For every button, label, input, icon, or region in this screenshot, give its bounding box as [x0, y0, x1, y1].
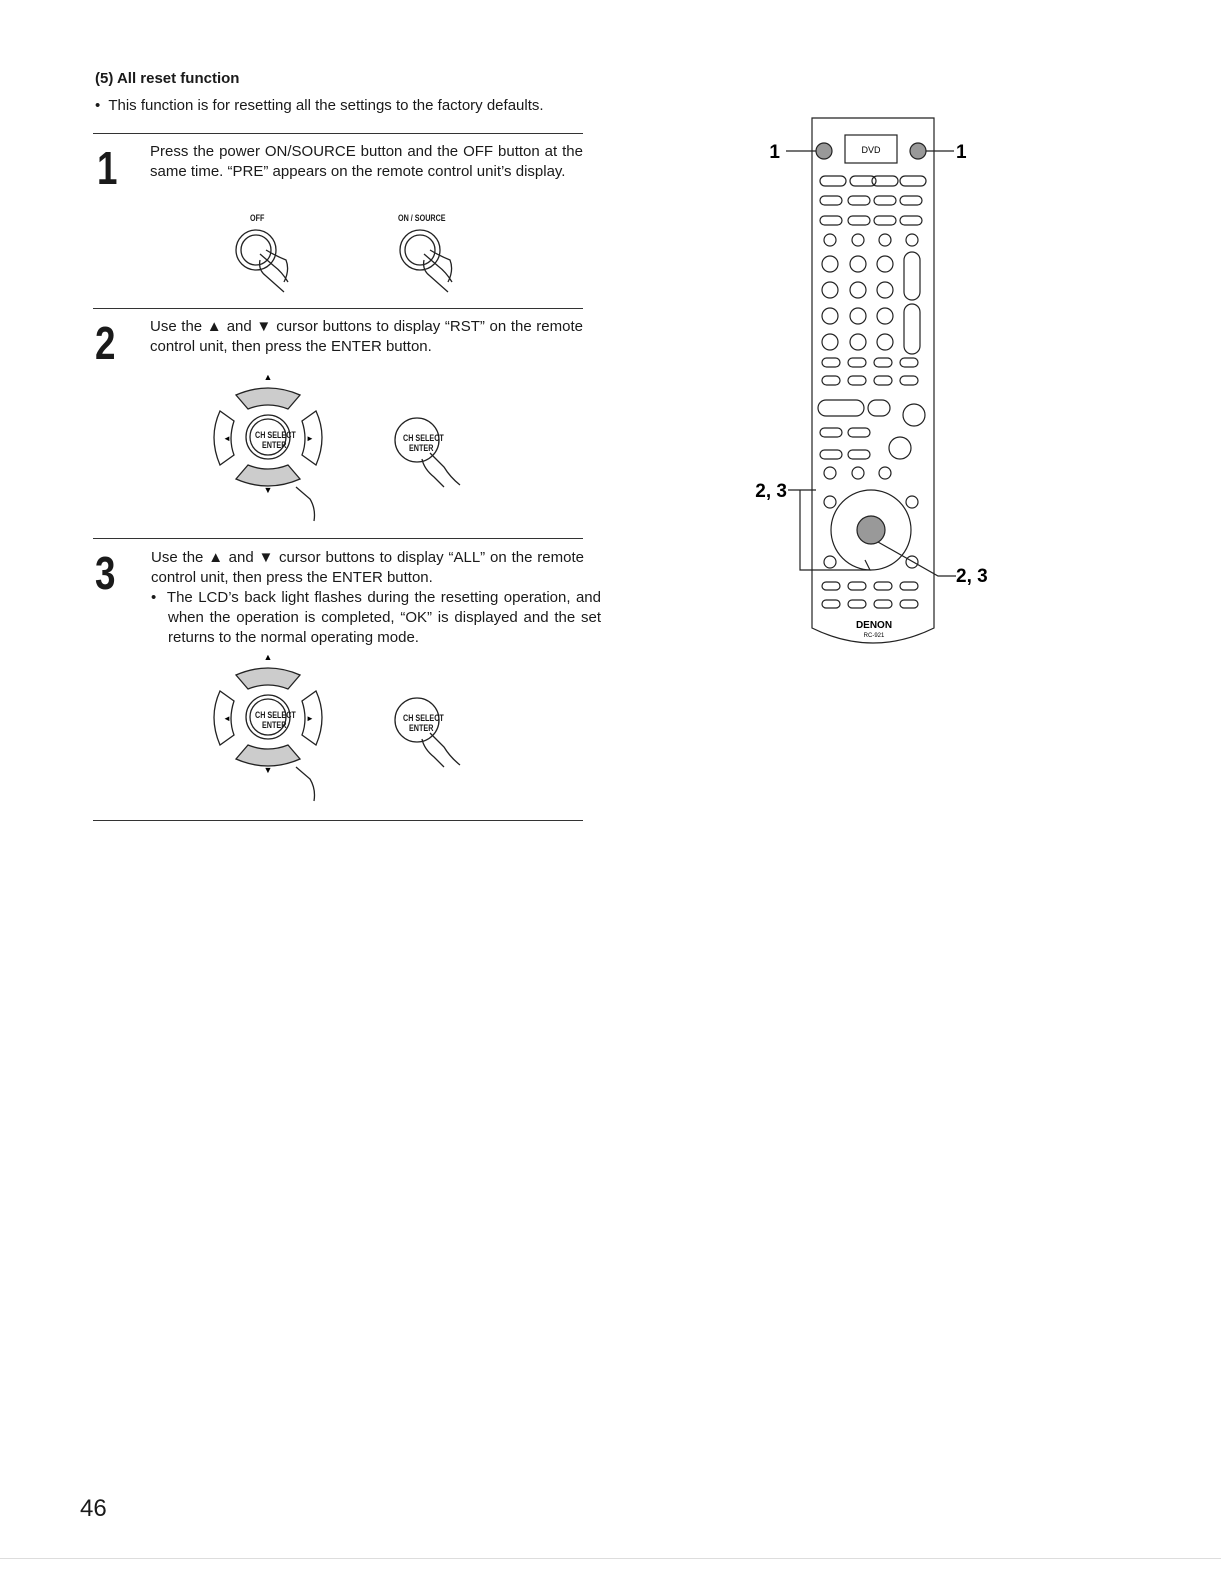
callout-1-right: 1 — [956, 142, 967, 163]
page-number: 46 — [80, 1495, 107, 1522]
remote-brand: DENON — [855, 620, 893, 631]
step-number: 3 — [95, 547, 116, 599]
divider — [93, 308, 583, 309]
enter-label: ENTER — [409, 443, 434, 453]
ch-select-label: CH SELECT — [255, 710, 296, 720]
svg-text:◄: ◄ — [223, 714, 231, 723]
divider — [93, 820, 583, 821]
sub-bullet-text: The LCD’s back light flashes during the resetting operation, and when the operation is completed, “OK” is displayed and the set returns to the normal operating mode. — [166, 589, 601, 646]
remote-control-illustration — [740, 110, 1010, 655]
ch-select-label: CH SELECT — [403, 713, 444, 723]
callout-2-3-left: 2, 3 — [755, 481, 787, 502]
divider — [93, 538, 583, 539]
remote-display-text: DVD — [861, 145, 881, 155]
callout-2-3-right: 2, 3 — [956, 566, 988, 587]
divider — [93, 133, 583, 134]
svg-text:►: ► — [306, 714, 314, 723]
enter-label: ENTER — [409, 723, 434, 733]
step-number: 2 — [95, 317, 116, 369]
enter-label: ENTER — [262, 720, 287, 730]
step-text: Use the ▲ and ▼ cursor buttons to display “RST” on the remote control unit, then press the ENTER button. — [150, 318, 583, 355]
off-label: OFF — [250, 213, 265, 223]
cursor-enter-illustration — [200, 375, 500, 525]
step-number: 1 — [97, 142, 118, 194]
svg-text:▲: ▲ — [263, 375, 273, 382]
remote-model: RC-921 — [863, 633, 885, 639]
svg-text:►: ► — [306, 434, 314, 443]
svg-text:▲: ▲ — [263, 655, 273, 662]
step-text: Press the power ON/SOURCE button and the OFF button at the same time. “PRE” appears on the remote control unit’s display. — [150, 143, 583, 180]
intro-text: This function is for resetting all the settings to the factory defaults. — [108, 97, 544, 114]
svg-text:▼: ▼ — [263, 485, 273, 495]
section-heading: (5) All reset function — [95, 70, 240, 87]
press-button-illustration — [220, 220, 500, 300]
cursor-enter-illustration — [200, 655, 500, 805]
ch-select-label: CH SELECT — [255, 430, 296, 440]
callout-1-left: 1 — [769, 142, 780, 163]
step-sub-bullet: • The LCD’s back light flashes during the resetting operation, and when the operation is completed, “OK” is displayed and the set returns to the normal operating mode. — [151, 589, 601, 646]
svg-text:▼: ▼ — [263, 765, 273, 775]
ch-select-label: CH SELECT — [403, 433, 444, 443]
on-source-label: ON / SOURCE — [398, 213, 446, 223]
step-text: Use the ▲ and ▼ cursor buttons to display “ALL” on the remote control unit, then press the ENTER button. — [151, 549, 584, 586]
intro-bullet: • This function is for resetting all the settings to the factory defaults. — [95, 97, 544, 114]
svg-text:◄: ◄ — [223, 434, 231, 443]
enter-label: ENTER — [262, 440, 287, 450]
page-bottom-rule — [0, 1558, 1221, 1559]
